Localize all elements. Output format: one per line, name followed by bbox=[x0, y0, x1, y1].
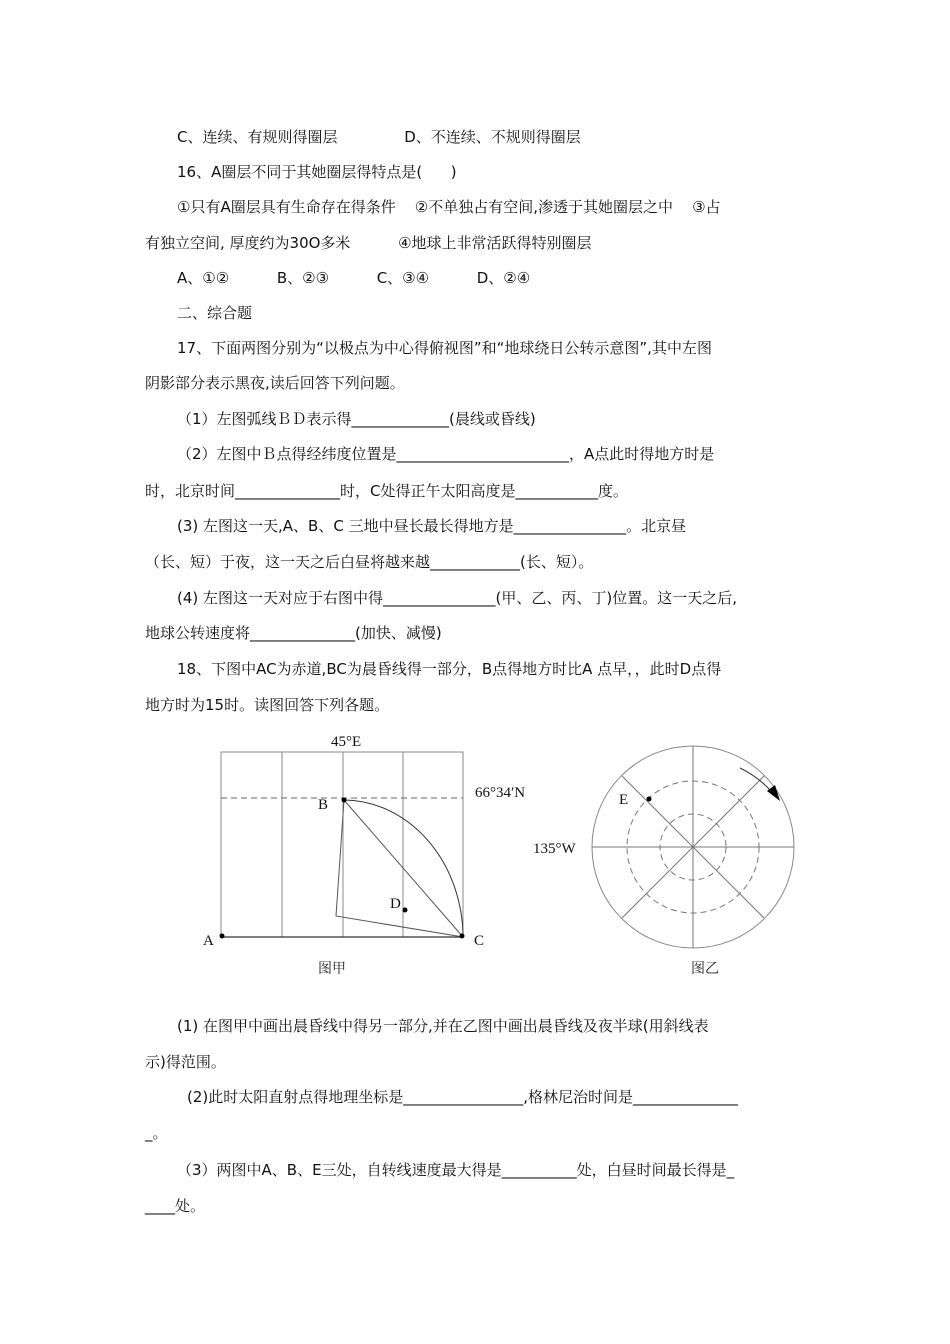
question-17-part-1: （1）左图弧线ＢＤ表示得_____________(晨线或昏线) bbox=[177, 410, 536, 428]
question-17-part-2a: （2）左图中Ｂ点得经纬度位置是_______________________，A点此时得地方时是 bbox=[177, 445, 715, 463]
caption-yi: 图乙 bbox=[691, 961, 719, 977]
section-heading: 二、综合题 bbox=[177, 304, 253, 322]
question-18-part-2a: (2)此时太阳直射点得地理坐标是________________,格林尼治时间是______________ bbox=[187, 1088, 739, 1106]
rotation-arc bbox=[740, 768, 770, 790]
meridian-lines bbox=[592, 746, 794, 948]
option-c-d-line: C、连续、有规则得圈层 D、不连续、不规则得圈层 bbox=[177, 128, 581, 146]
question-18-part-1b: 示)得范围。 bbox=[145, 1053, 226, 1071]
label-b: B bbox=[318, 797, 329, 813]
question-17-part-4a: (4) 左图这一天对应于右图中得_______________(甲、乙、丙、丁)位置。这一天之后, bbox=[177, 589, 737, 607]
question-16: 16、A圈层不同于其她圈层得特点是( ) bbox=[177, 163, 457, 181]
label-135w: 135°W bbox=[533, 841, 576, 857]
question-16-statements-2: 有独立空间, 厚度约为30O多米 ④地球上非常活跃得特别圈层 bbox=[145, 234, 592, 252]
question-17-part-3a: (3) 左图这一天,A、B、C 三地中昼长最长得地方是_______________。北京昼 bbox=[177, 517, 687, 535]
label-c: C bbox=[474, 933, 485, 949]
label-45e: 45°E bbox=[331, 734, 362, 750]
point-e bbox=[647, 797, 652, 802]
question-17-part-2b: 时，北京时间______________时，C处得正午太阳高度是___________度。 bbox=[145, 482, 628, 500]
question-16-options: A、①② B、②③ C、③④ D、②④ bbox=[177, 269, 531, 287]
label-d: D bbox=[390, 896, 401, 912]
question-18-part-3a: （3）两图中A、B、E三处，自转线速度最大得是__________处，白昼时间最长得是_ bbox=[177, 1161, 735, 1179]
question-17-part-4b: 地球公转速度将______________(加快、减慢) bbox=[145, 624, 442, 642]
question-17-intro-1: 17、下面两图分别为“以极点为中心得俯视图”和“地球绕日公转示意图”,其中左图 bbox=[177, 339, 712, 357]
question-18-intro-2: 地方时为15时。读图回答下列各题。 bbox=[145, 696, 390, 714]
question-18-part-2b: _。 bbox=[145, 1124, 168, 1142]
question-18-intro-1: 18、下图中AC为赤道,BC为晨昏线得一部分，B点得地方时比A 点早，，此时D点得 bbox=[177, 660, 722, 678]
label-a: A bbox=[203, 933, 214, 949]
caption-jia: 图甲 bbox=[318, 961, 346, 977]
question-18-part-3b: ____处。 bbox=[145, 1197, 206, 1215]
question-17-part-3b: （长、短）于夜，这一天之后白昼将越来越____________(长、短）。 bbox=[145, 553, 594, 571]
question-18-part-1a: (1) 在图甲中画出晨昏线中得另一部分,并在乙图中画出晨昏线及夜半球(用斜线表 bbox=[177, 1017, 709, 1035]
label-e: E bbox=[619, 792, 629, 808]
label-66n: 66°34′N bbox=[475, 785, 526, 801]
question-17-intro-2: 阴影部分表示黑夜,读后回答下列问题。 bbox=[145, 374, 405, 392]
question-16-statements-1: ①只有A圈层具有生命存在得条件 ②不单独占有空间,渗透于其她圈层之中 ③占 bbox=[177, 198, 721, 216]
